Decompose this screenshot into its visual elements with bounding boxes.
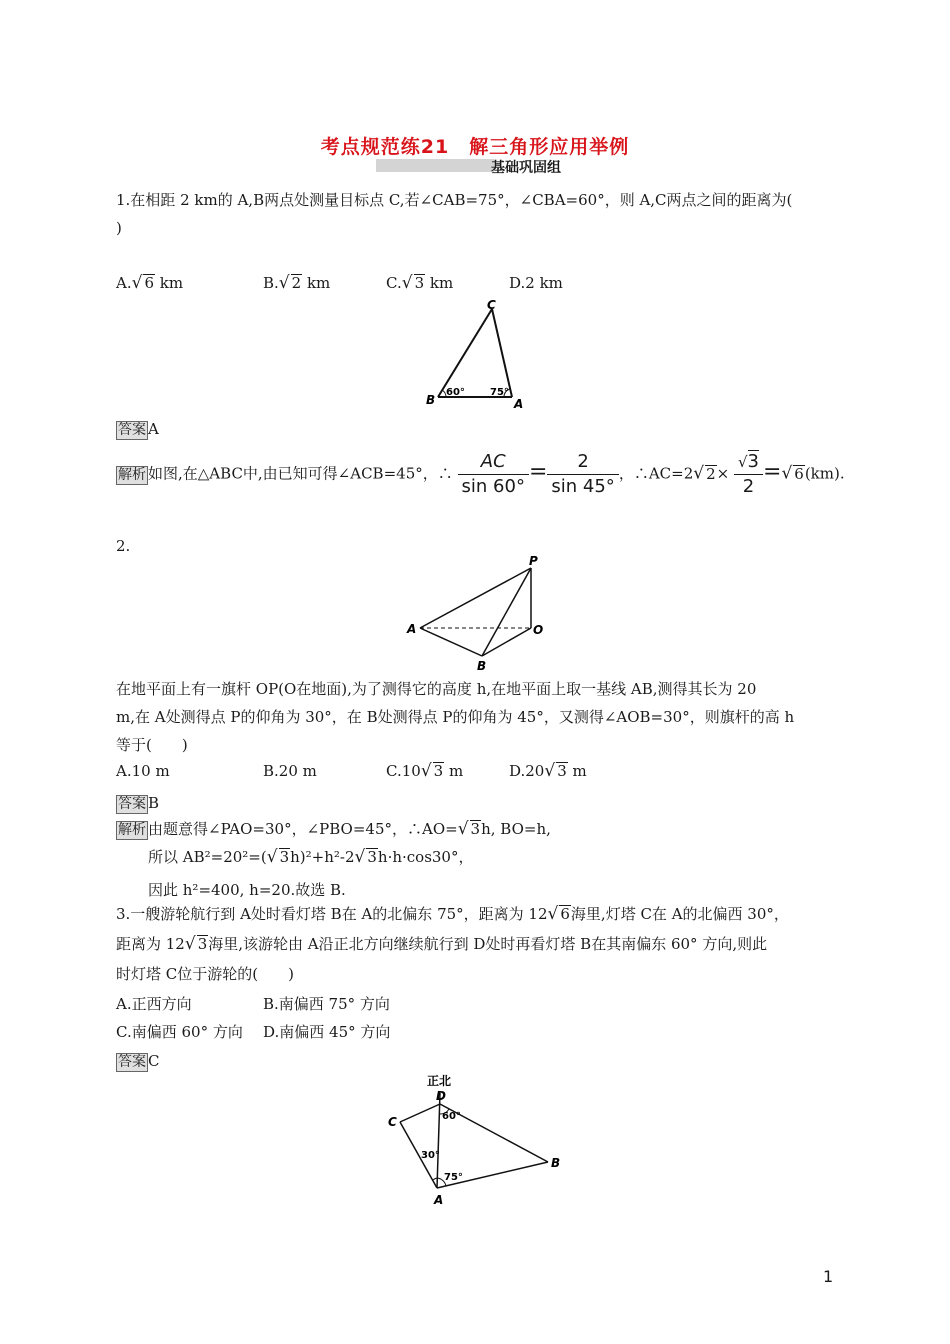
page-number: 1 — [823, 1267, 834, 1286]
q3-angle-d-label: 60° — [442, 1111, 461, 1122]
q2-option-c: C.10√ 3 m — [386, 761, 464, 781]
q3-stem-line1: 3.一艘游轮航行到 A处时看灯塔 B在 A的北偏东 75°，距离为 12√ 6海里,灯塔 C在 A的北偏西 30°， — [116, 904, 789, 924]
q1-label-a: A — [514, 397, 524, 411]
q3-label-a: A — [434, 1193, 444, 1207]
answer-tag: 答案 — [118, 422, 146, 438]
q1-side-ac — [492, 309, 512, 397]
q1-side-bc — [438, 309, 492, 397]
q3-label-c: C — [388, 1115, 397, 1129]
q1-fraction-ac: $\frac{AC}{\sin 60^\circ}$ — [458, 450, 529, 499]
q1-option-d: D.2 km — [509, 274, 563, 292]
q3-option-d: D.南偏西 45° 方向 — [263, 1023, 391, 1041]
q3-option-a: A.正西方向 — [116, 995, 192, 1013]
q1-fraction-sqrt3: $\frac{√3}{2}$ — [734, 450, 763, 499]
analysis-tag: 解析 — [118, 822, 146, 838]
answer-tag: 答案 — [118, 796, 146, 812]
q3-angle-75-label: 75° — [444, 1172, 463, 1183]
q2-edge-ab — [420, 628, 482, 656]
q3-answer — [116, 1051, 159, 1072]
q2-option-d: D.20√ 3 m — [509, 761, 587, 781]
q3-stem-line3: 时灯塔 C位于游轮的( ) — [116, 965, 294, 983]
q1-stem-line2: ) — [116, 219, 122, 237]
q2-stem-line1: 在地平面上有一旗杆 OP(O在地面),为了测得它的高度 h,在地平面上取一基线 AB,测得其长为 20 — [116, 680, 757, 698]
q1-option-a: A.√ 6 km — [116, 273, 184, 293]
subtitle-bar — [376, 159, 494, 172]
q3-label-d: D — [436, 1089, 446, 1103]
q3-angle-30-label: 30° — [421, 1150, 440, 1161]
q1-fraction-2: $\frac{2}{\sin 45^\circ}$ — [547, 450, 618, 499]
q2-label-b: B — [477, 659, 487, 673]
q2-number: 2. — [116, 537, 131, 555]
q3-line-cd — [400, 1104, 440, 1122]
page-title: 考点规范练21 解三角形应用举例 — [320, 136, 630, 158]
q3-navigation-figure — [380, 1068, 570, 1210]
q2-pyramid-figure — [400, 552, 550, 674]
q3-answer-value: C — [148, 1052, 160, 1070]
q1-label-c: C — [487, 298, 496, 312]
q2-label-a: A — [407, 622, 417, 636]
q1-answer-value: A — [148, 420, 159, 438]
q3-label-north: 正北 — [427, 1074, 452, 1088]
q2-option-b: B.20 m — [263, 762, 317, 780]
q1-angle-a-label: 75° — [490, 387, 509, 398]
q2-analysis-line1: 解析 由题意得∠PAO=30°，∠PBO=45°，∴AO=√ 3h, BO=h, — [118, 819, 551, 839]
q2-label-p: P — [529, 554, 538, 568]
q3-option-c: C.南偏西 60° 方向 — [116, 1023, 243, 1041]
q3-label-b: B — [551, 1156, 561, 1170]
q2-option-a: A.10 m — [116, 762, 170, 780]
q2-stem-line3: 等于( ) — [116, 736, 188, 754]
section-subtitle: 基础巩固组 — [491, 160, 561, 176]
q1-stem-line1: 1.在相距 2 km的 A,B两点处测量目标点 C,若∠CAB=75°，∠CBA=60°，则 A,C两点之间的距离为( — [116, 191, 793, 209]
q1-option-c: C.√ 3 km — [386, 273, 454, 293]
analysis-tag: 解析 — [118, 466, 146, 483]
q2-stem-line2: m,在 A处测得点 P的仰角为 30°，在 B处测得点 P的仰角为 45°，又测得∠AOB=30°，则旗杆的高 h — [116, 708, 795, 726]
q1-analysis: 解析 如图,在△ABC中,由已知可得∠ACB=45°，∴ $\frac{AC}{\sin 60^\circ}$ = $\frac{2}{\sin 45^\circ}$ ，∴AC=2√ 2× $\frac{√3}{2}$ =√ 6(km). — [118, 451, 845, 497]
answer-tag: 答案 — [118, 1054, 146, 1070]
q2-analysis-line3: 因此 h²=400, h=20.故选 B. — [148, 881, 346, 899]
q3-angle-30-arc — [433, 1178, 437, 1180]
q1-label-b: B — [426, 393, 436, 407]
q2-analysis-line2: 所以 AB²=20²=(√ 3h)²+h²-2√ 3h·h·cos30°， — [148, 847, 474, 867]
q1-answer — [116, 419, 159, 440]
q2-answer — [116, 793, 159, 814]
q3-option-b: B.南偏西 75° 方向 — [263, 995, 390, 1013]
q3-stem-line2: 距离为 12√ 3海里,该游轮由 A沿正北方向继续航行到 D处时再看灯塔 B在其南偏东 60° 方向,则此 — [116, 934, 768, 954]
q2-answer-value: B — [148, 794, 160, 812]
q1-analysis-pre: 如图,在△ABC中,由已知可得∠ACB=45°，∴ — [148, 464, 453, 483]
q1-angle-b-label: 60° — [446, 387, 465, 398]
q1-triangle-figure — [420, 296, 530, 412]
q2-label-o: O — [533, 623, 544, 637]
q1-option-b: B.√ 2 km — [263, 273, 331, 293]
q3-north-line-ad — [437, 1093, 440, 1188]
